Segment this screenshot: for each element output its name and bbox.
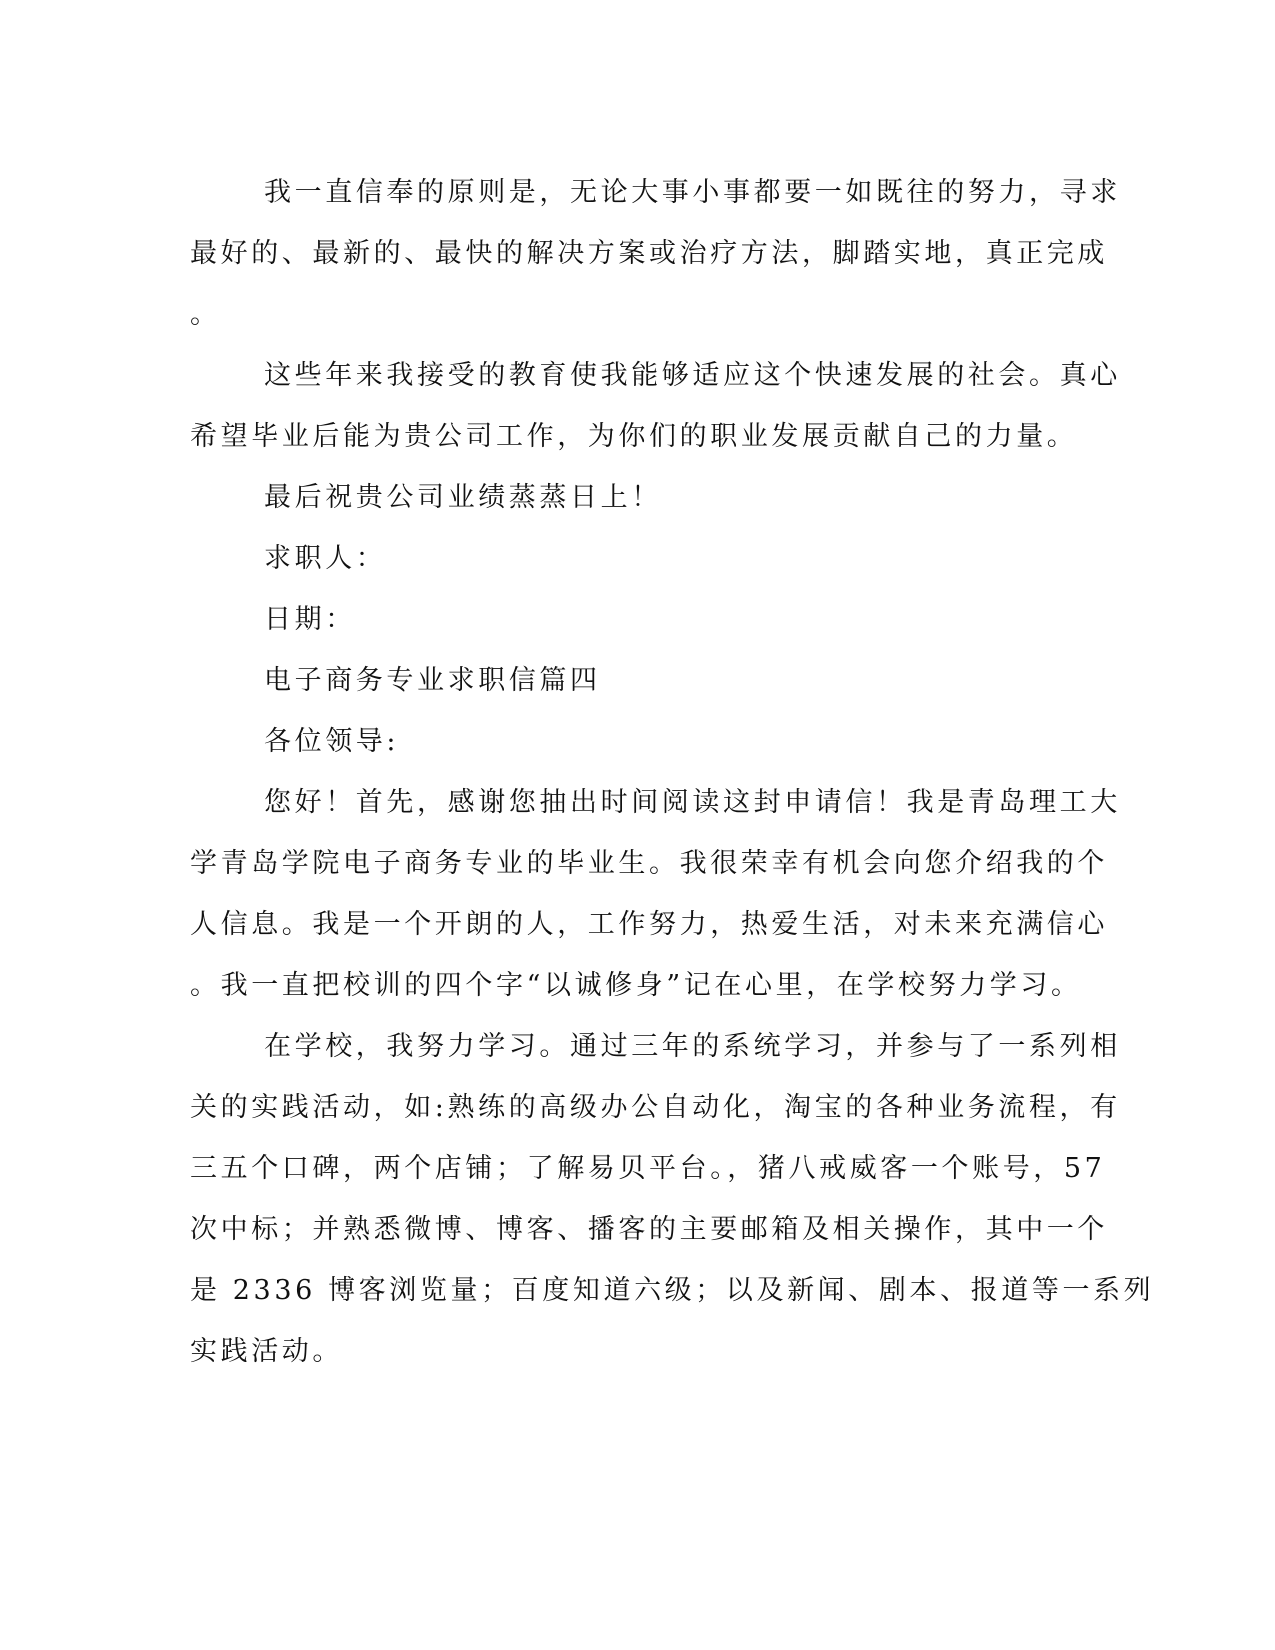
text-line: 三五个口碑，两个店铺；了解易贝平台。，猪八戒威客一个账号，57 [190, 1153, 1106, 1184]
text-line: 次中标；并熟悉微博、博客、播客的主要邮箱及相关操作，其中一个 [190, 1214, 1108, 1245]
date-label: 日期： [264, 604, 356, 635]
closing-wish: 最后祝贵公司业绩蒸蒸日上！ [264, 482, 662, 513]
text-line: 我一直信奉的原则是，无论大事小事都要一如既往的努力，寻求 [264, 177, 1121, 208]
salutation: 各位领导: [264, 726, 400, 757]
text-line: 在学校，我努力学习。通过三年的系统学习，并参与了一系列相 [264, 1031, 1121, 1062]
text-line: 人信息。我是一个开朗的人，工作努力，热爱生活，对未来充满信心 [190, 909, 1108, 940]
applicant-label: 求职人： [264, 543, 387, 574]
text-line: 最好的、最新的、最快的解决方案或治疗方法，脚踏实地，真正完成 [190, 238, 1108, 269]
text-line: 您好！首先，感谢您抽出时间阅读这封申请信！我是青岛理工大 [264, 787, 1121, 818]
text-line: 关的实践活动，如:熟练的高级办公自动化，淘宝的各种业务流程，有 [190, 1092, 1121, 1123]
text-line: 学青岛学院电子商务专业的毕业生。我很荣幸有机会向您介绍我的个 [190, 848, 1108, 879]
text-line: 希望毕业后能为贵公司工作，为你们的职业发展贡献自己的力量。 [190, 421, 1078, 452]
text-line: 这些年来我接受的教育使我能够适应这个快速发展的社会。真心 [264, 360, 1121, 391]
section-title: 电子商务专业求职信篇四 [264, 665, 601, 696]
letter-body [190, 162, 1155, 1382]
text-line: 。我一直把校训的四个字“以诚修身”记在心里，在学校努力学习。 [190, 970, 1082, 1001]
text-line: 是 2336 博客浏览量；百度知道六级；以及新闻、剧本、报道等一系列 [190, 1275, 1155, 1306]
text-line: 实践活动。 [190, 1336, 343, 1367]
text-line: 。 [190, 299, 221, 330]
